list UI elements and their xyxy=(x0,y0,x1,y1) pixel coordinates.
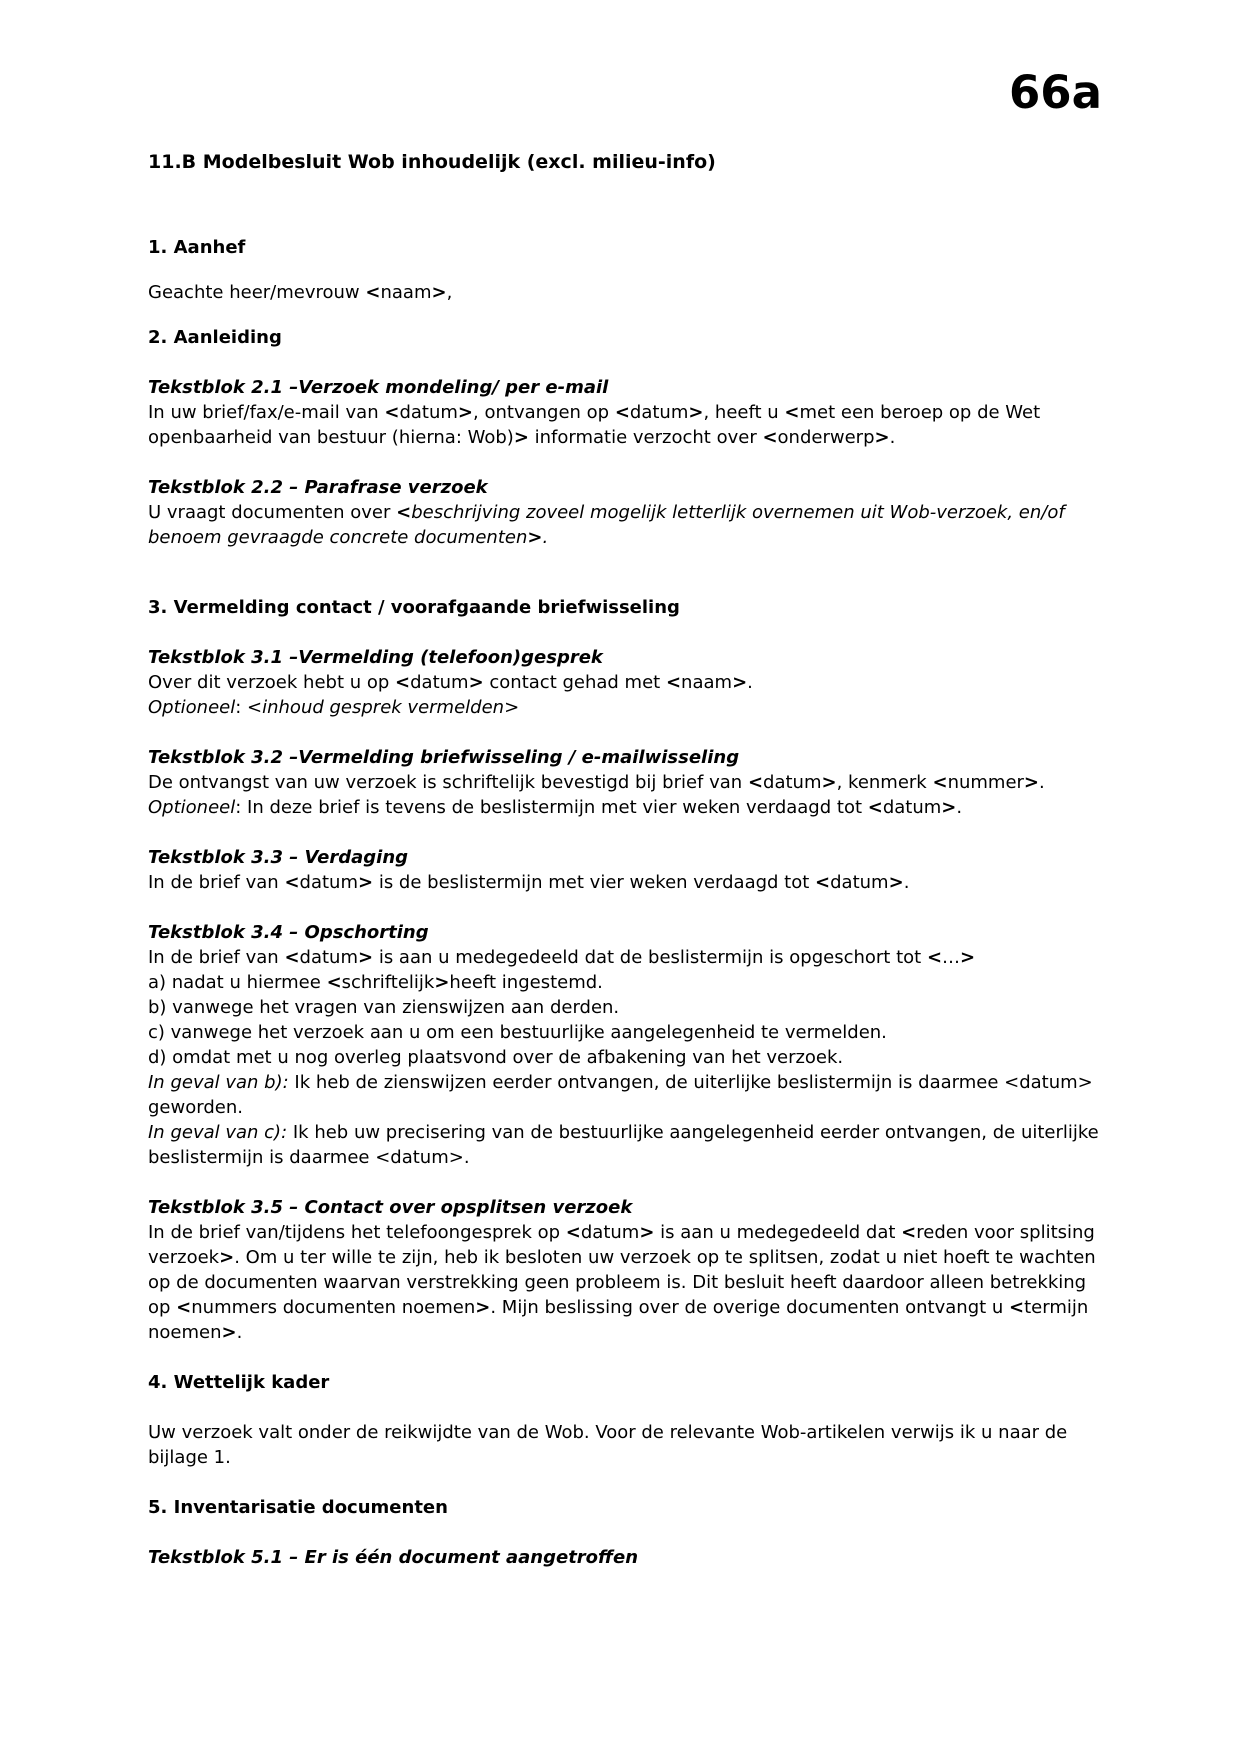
text: . xyxy=(542,527,549,548)
text: . xyxy=(747,672,753,693)
text: a) nadat u hiermee xyxy=(148,972,327,993)
placeholder: datum xyxy=(299,872,358,893)
text: In uw brief/fax/e-mail van xyxy=(148,402,385,423)
placeholder: datum xyxy=(399,402,458,423)
list-item-c: c) vanwege het verzoek aan u om een bestuurlijke aangelegenheid te vermelden. xyxy=(148,1022,887,1043)
placeholder: datum xyxy=(580,1222,640,1243)
placeholder: datum xyxy=(299,947,358,968)
text: In geval van b): xyxy=(148,1072,289,1093)
textblock-3-3-body: In de brief van <datum> is de beslistermijn met vier weken verdaagd tot <datum>. xyxy=(148,872,910,893)
list-item-d: d) omdat met u nog overleg plaatsvond over de afbakening van het verzoek. xyxy=(148,1047,844,1068)
text: , heeft u xyxy=(703,402,785,423)
textblock-2-2-title: Tekstblok 2.2 – Parafrase verzoek xyxy=(148,477,488,498)
text: , kenmerk xyxy=(836,772,933,793)
text: . xyxy=(889,427,896,448)
placeholder: datum xyxy=(763,772,822,793)
placeholder: naam xyxy=(681,672,733,693)
placeholder: onderwerp xyxy=(777,427,875,448)
text: . xyxy=(956,797,963,818)
section-2-heading: 2. Aanleiding xyxy=(148,327,282,348)
section-3-heading: 3. Vermelding contact / voorafgaande briefwisseling xyxy=(148,597,680,618)
text: contact gehad met xyxy=(483,672,666,693)
text: In geval van c): xyxy=(148,1122,288,1143)
textblock-3-5-title: Tekstblok 3.5 – Contact over opsplitsen verzoek xyxy=(148,1197,633,1218)
text: informatie verzocht over xyxy=(528,427,763,448)
text: U vraagt documenten over xyxy=(148,502,397,523)
section-4-body: Uw verzoek valt onder de reikwijdte van de Wob. Voor de relevante Wob-artikelen verwijs ik u naar de bijlage 1. xyxy=(148,1422,1068,1468)
document-title: 11.B Modelbesluit Wob inhoudelijk (excl. milieu-info) xyxy=(148,151,716,173)
case-c-note xyxy=(148,1120,1108,1170)
section-5-heading: 5. Inventarisatie documenten xyxy=(148,1497,448,1518)
placeholder: schriftelijk xyxy=(341,972,435,993)
text: is aan u medegedeeld dat xyxy=(654,1222,902,1243)
text: . xyxy=(903,872,910,893)
placeholder: datum xyxy=(410,672,469,693)
salutation-end: , xyxy=(446,282,453,303)
placeholder: met een beroep op de Wet openbaarheid van bestuur (hierna: Wob) xyxy=(148,402,1041,448)
text: Optioneel xyxy=(148,797,236,818)
text: , ontvangen op xyxy=(473,402,615,423)
textblock-3-1-title: Tekstblok 3.1 –Vermelding (telefoon)gesprek xyxy=(148,647,603,668)
textblock-3-3-title: Tekstblok 3.3 – Verdaging xyxy=(148,847,409,868)
placeholder: nummer xyxy=(947,772,1024,793)
textblock-2-1-body: In uw brief/fax/e-mail van <datum>, ontvangen op <datum>, heeft u <met een beroep op de Wet openbaarheid van bestuur (hierna: Wob)> informatie verzocht over <onderwerp>. xyxy=(148,402,1041,448)
placeholder: beschrijving zoveel mogelijk letterlijk overnemen uit Wob-verzoek, en/of benoem gevraagde concrete documenten xyxy=(148,502,1065,548)
text: In de brief van xyxy=(148,947,285,968)
textblock-3-4-body: In de brief van <datum> is aan u medegedeeld dat de beslistermijn is opgeschort tot <…> xyxy=(148,947,976,968)
text: : xyxy=(235,697,248,718)
textblock-3-1-body: Over dit verzoek hebt u op <datum> contact gehad met <naam>. xyxy=(148,672,753,693)
textblock-3-5-body: In de brief van/tijdens het telefoongesprek op <datum> is aan u medegedeeld dat <reden voor splitsing verzoek>. Om u ter wille te zijn, heb ik besloten uw verzoek op te splitsen, zodat u niet hoeft te wachten op de documenten waarvan verstrekking geen probleem is. Dit besluit heeft daardoor alleen betrekking op <nummers documenten noemen>. Mijn beslissing over de overige documenten ontvangt u <termijn noemen>. xyxy=(148,1222,1096,1343)
text: . Mijn beslissing over de overige documenten ontvangt u xyxy=(490,1297,1010,1318)
text: De ontvangst van uw verzoek is schriftelijk bevestigd bij brief van xyxy=(148,772,748,793)
text: . xyxy=(1039,772,1045,793)
text: heeft ingestemd. xyxy=(449,972,603,993)
placeholder: <inhoud gesprek vermelden> xyxy=(247,697,520,718)
text: In de brief van xyxy=(148,872,285,893)
textblock-3-4-title: Tekstblok 3.4 – Opschorting xyxy=(148,922,429,943)
textblock-2-1-title: Tekstblok 2.1 –Verzoek mondeling/ per e-mail xyxy=(148,377,609,398)
textblock-3-2-body: De ontvangst van uw verzoek is schriftelijk bevestigd bij brief van <datum>, kenmerk <nummer>. xyxy=(148,772,1045,793)
placeholder: naam xyxy=(380,282,432,303)
case-b-note xyxy=(148,1070,1108,1120)
placeholder: termijn noemen xyxy=(148,1297,1089,1343)
text: is de beslistermijn met vier weken verdaagd tot xyxy=(373,872,816,893)
section-1-heading: 1. Aanhef xyxy=(148,237,246,258)
text: Over dit verzoek hebt u op xyxy=(148,672,396,693)
placeholder: datum xyxy=(882,797,942,818)
text: Ik heb uw precisering van de bestuurlijke aangelegenheid eerder ontvangen, de uiterlijke beslistermijn is daarmee <datum>. xyxy=(148,1122,1099,1168)
textblock-3-1-optional xyxy=(148,695,1108,720)
textblock-3-2-optional: Optioneel: In deze brief is tevens de beslistermijn met vier weken verdaagd tot <datum>. xyxy=(148,797,963,818)
text: In de brief van/tijdens het telefoongesprek op xyxy=(148,1222,566,1243)
text: . xyxy=(236,1322,243,1343)
placeholder: nummers documenten noemen xyxy=(191,1297,476,1318)
text: : In deze brief is tevens de beslistermijn met vier weken verdaagd tot xyxy=(235,797,868,818)
list-item-b: b) vanwege het vragen van zienswijzen aan derden. xyxy=(148,997,620,1018)
textblock-3-2-title: Tekstblok 3.2 –Vermelding briefwisseling / e-mailwisseling xyxy=(148,747,740,768)
salutation: Geachte heer/mevrouw <naam>, xyxy=(148,282,453,303)
placeholder: … xyxy=(942,947,961,968)
salutation-text: Geachte heer/mevrouw xyxy=(148,282,366,303)
text: is aan u medegedeeld dat de beslistermijn is opgeschort tot xyxy=(373,947,927,968)
list-item-a: a) nadat u hiermee <schriftelijk>heeft ingestemd. xyxy=(148,972,603,993)
text: . Om u ter wille te zijn, heb ik besloten uw verzoek op te splitsen, zodat u niet hoeft te wachten op de documenten waarvan verstrekking geen probleem is. Dit besluit heeft daardoor alleen betrekking op xyxy=(148,1247,1096,1318)
textblock-2-2-body: U vraagt documenten over <beschrijving zoveel mogelijk letterlijk overnemen uit Wob-verzoek, en/of benoem gevraagde concrete documenten>. xyxy=(148,502,1065,548)
placeholder: datum xyxy=(629,402,689,423)
text: Ik heb de zienswijzen eerder ontvangen, de uiterlijke beslistermijn is daarmee <datum> geworden. xyxy=(148,1072,1093,1118)
placeholder: reden voor splitsing verzoek xyxy=(148,1222,1095,1268)
text: Optioneel xyxy=(148,697,236,718)
textblock-5-1-title: Tekstblok 5.1 – Er is één document aangetroffen xyxy=(148,1547,639,1568)
section-4-heading: 4. Wettelijk kader xyxy=(148,1372,330,1393)
placeholder: datum xyxy=(830,872,889,893)
page-number: 66a xyxy=(1009,66,1102,119)
document-body xyxy=(148,235,1108,1570)
